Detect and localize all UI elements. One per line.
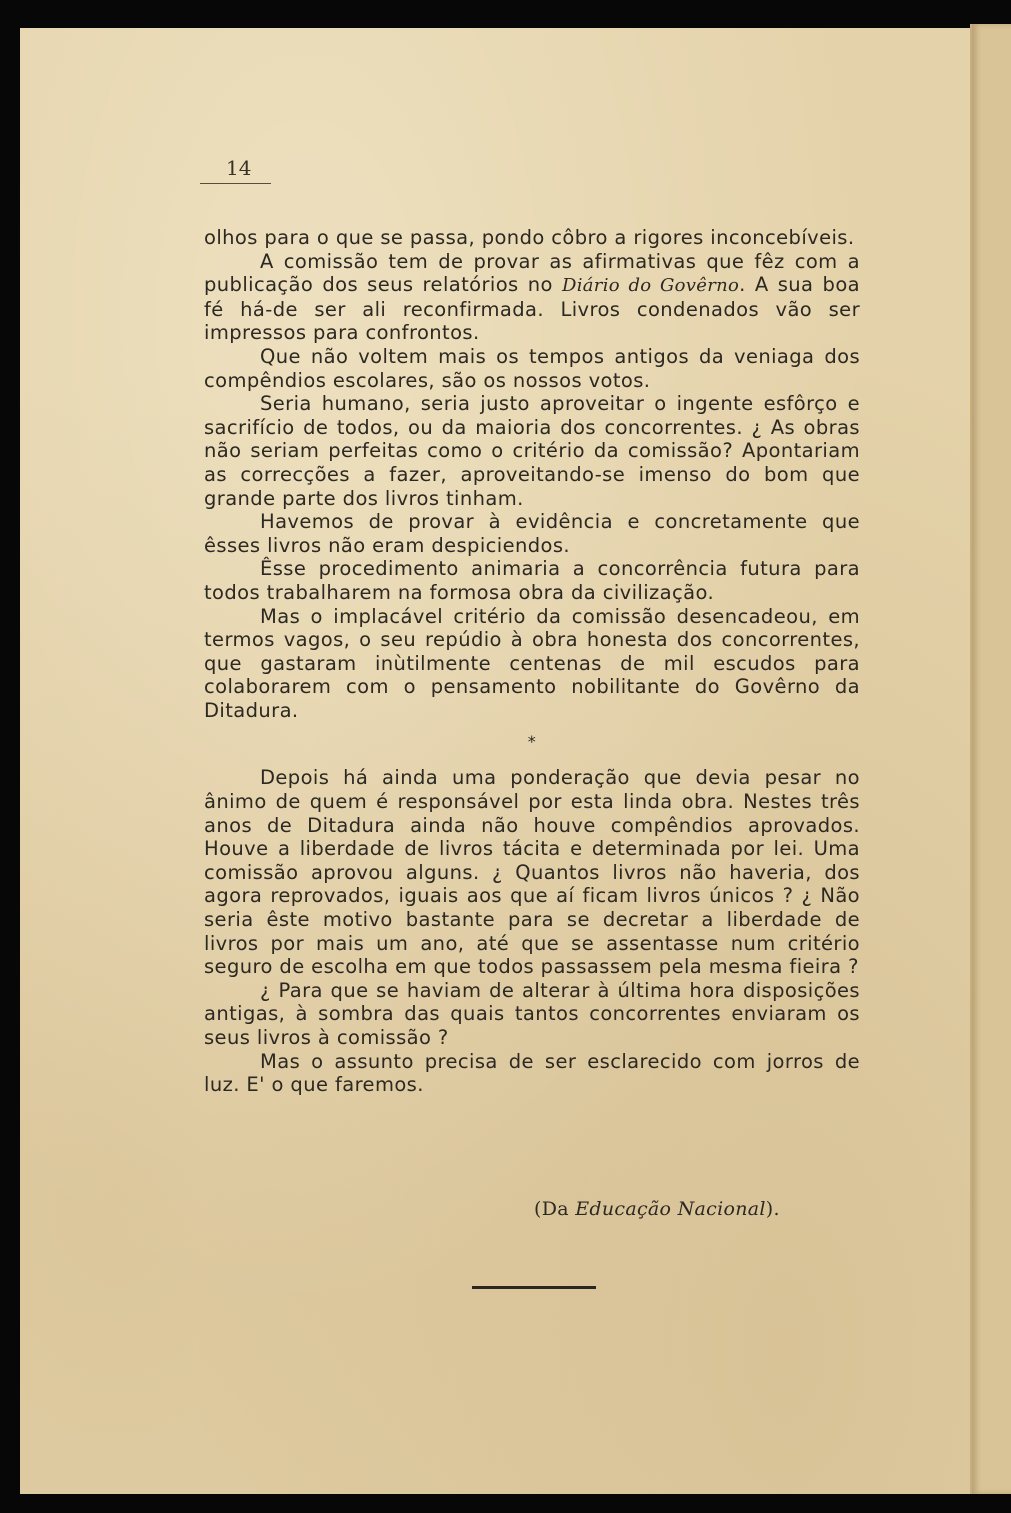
paragraph: Depois há ainda uma ponderação que devia pesar no ânimo de quem é responsável por esta linda obra. Nestes três anos de Ditadura ainda não houve compêndios aprovados. Houve a liberdade de livros tácita e determinada por lei. Uma comissão aprovou alguns. ¿ Quantos livros não haveria, dos agora reprovados, iguais aos que aí ficam livros únicos ? ¿ Não seria êste motivo bastante para se decretar a liberdade de livros por mais um ano, até que se assentasse num critério seguro de escolha em que todos passassem pela mesma fieira ?: [204, 766, 860, 979]
paragraph: Seria humano, seria justo aproveitar o ingente esfôrço e sacrifício de todos, ou da maioria dos concorrentes. ¿ As obras não seriam perfeitas como o critério da comissão? Apontariam as correcções a fazer, aproveitando-se imenso do bom que grande parte dos livros tinham.: [204, 392, 860, 510]
paragraph: ¿ Para que se haviam de alterar à última hora disposições antigas, à sombra das quais tantos concorrentes enviaram os seus livros à comissão ?: [204, 978, 860, 1049]
publication-title: Diário do Govêrno: [561, 275, 740, 297]
paragraph: Mas o assunto precisa de ser esclarecido com jorros de luz. E' o que faremos.: [204, 1049, 860, 1097]
body-text: [204, 226, 860, 1097]
paragraph: Que não voltem mais os tempos antigos da veniaga dos compêndios escolares, são os nossos votos.: [204, 344, 860, 392]
paragraph: [204, 250, 860, 345]
page-number: 14: [226, 156, 252, 180]
adjacent-page-edge: [970, 24, 1011, 1494]
paragraph: Êsse procedimento animaria a concorrência futura para todos trabalharem na formosa obra da civilização.: [204, 557, 860, 604]
section-separator: *: [527, 732, 537, 752]
source-attribution: [534, 1198, 780, 1220]
page-number-rule: [200, 183, 271, 184]
paragraph: Havemos de provar à evidência e concretamente que êsses livros não eram despiciendos.: [204, 510, 860, 557]
paragraph: Mas o implacável critério da comissão desencadeou, em termos vagos, o seu repúdio à obra honesta dos concorrentes, que gastaram inùtilmente centenas de mil escudos para colaborarem com o pensamento nobilitante do Govêrno da Ditadura.: [204, 604, 860, 722]
attribution-open: (Da: [534, 1198, 576, 1220]
end-rule: [472, 1286, 596, 1289]
attribution-close: ).: [765, 1198, 780, 1220]
attribution-source: Educação Nacional: [575, 1198, 766, 1220]
paragraph: olhos para o que se passa, pondo côbro a rigores inconcebíveis.: [204, 226, 855, 249]
paragraph-text: . A sua boa fé há-de ser ali reconfirmada. Livros condenados vão ser impressos para confrontos.: [204, 273, 860, 345]
paragraph-text: A comissão tem de provar as afirmativas que fêz com a publicação dos seus relatórios no: [204, 249, 860, 297]
